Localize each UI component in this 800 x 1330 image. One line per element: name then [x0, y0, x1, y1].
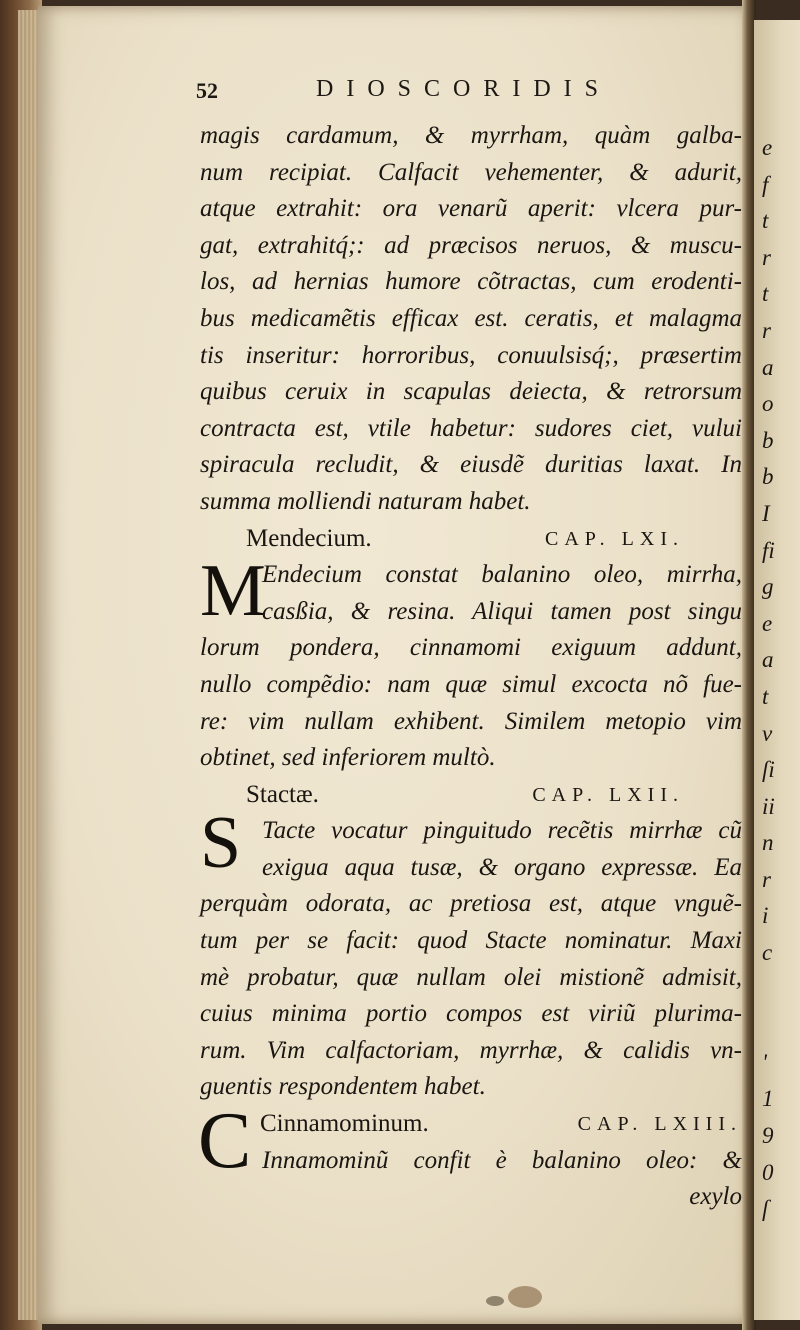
text-line: lorum pondera, cinnamomi exiguum addunt, — [200, 634, 742, 662]
running-head — [196, 70, 736, 110]
text-line: tum per se facit: quod Stacte nominatur. Maxi — [200, 927, 742, 955]
text-line: gat, extrahitq́;: ad præcisos neruos, & muscu- — [200, 231, 742, 259]
facing-page-text: e f t r t r a o b b I fi g e a t v ſi ii n r i c ' 1 9 0 ſ — [762, 135, 775, 1222]
text-line: spiracula recludit, & eiusdẽ duritias laxat. In — [200, 451, 742, 479]
text-line: obtinet, sed inferiorem multò. — [200, 744, 496, 772]
facing-page — [754, 20, 800, 1320]
page-number: 52 — [196, 78, 218, 103]
text-line: re: vim nullam exhibent. Similem metopio vim — [200, 707, 742, 735]
text-line: bus medicamẽtis efficax est. ceratis, et malagma — [200, 304, 742, 332]
chapter-heading — [200, 521, 742, 558]
text-line: tis inseritur: horroribus, conuulsisq́;, præsertim — [200, 341, 742, 369]
paper-stain — [486, 1296, 504, 1306]
chapter-number: CAP. LXII. — [532, 783, 684, 806]
chapter-title: Cinnamominum. — [260, 1110, 429, 1138]
drop-initial-m: M — [200, 550, 266, 632]
text-line: rum. Vim calfactoriam, myrrhæ, & calidis vn- — [200, 1036, 742, 1064]
drop-initial-c: C — [198, 1097, 252, 1185]
paper-stain — [508, 1286, 542, 1308]
text-line: Innamominũ confit è balanino oleo: & — [262, 1146, 742, 1174]
chapter-title: Mendecium. — [246, 524, 372, 552]
drop-initial-s: S — [200, 802, 242, 884]
text-line: guentis respondentem habet. — [200, 1073, 486, 1101]
text-line: los, ad hernias humore cõtractas, cum erodenti- — [200, 268, 742, 296]
text-line: Tacte vocatur pinguitudo recẽtis mirrhæ cũ — [262, 817, 742, 845]
text-line: cuius minima portio compos est viriũ plurima- — [200, 1000, 742, 1028]
text-line: mè probatur, quæ nullam olei mistionẽ admisit, — [200, 963, 742, 991]
chapter-title: Stactæ. — [246, 780, 319, 808]
text-line: contracta est, vtile habetur: sudores ciet, vului — [200, 414, 742, 442]
catchword: exylo — [689, 1183, 742, 1211]
chapter-heading — [200, 1106, 742, 1143]
chapter-number: CAP. LXIII. — [577, 1113, 742, 1136]
text-line: magis cardamum, & myrrham, quàm galba- — [200, 122, 742, 149]
chapter-heading — [200, 777, 742, 814]
running-title: DIOSCORIDIS — [316, 76, 612, 102]
text-line: Endecium constat balanino oleo, mirrha, — [262, 561, 742, 589]
main-text — [200, 118, 742, 1216]
chapter-number: CAP. LXI. — [544, 527, 684, 550]
text-line: num recipiat. Calfacit vehementer, & adurit, — [200, 158, 742, 186]
text-line: summa molliendi naturam habet. — [200, 487, 531, 515]
text-line: quibus ceruix in scapulas deiecta, & retrorsum — [200, 378, 742, 406]
text-line: exigua aqua tusæ, & organo expressæ. Ea — [262, 853, 742, 881]
text-line: casßia, & resina. Aliqui tamen post singu — [262, 597, 742, 625]
text-line: atque extrahit: ora venarũ aperit: vlcera pur- — [200, 195, 742, 223]
text-line: nullo compẽdio: nam quæ simul excocta nõ fue- — [200, 670, 742, 698]
text-line: perquàm odorata, ac pretiosa est, atque vnguẽ- — [200, 890, 742, 918]
